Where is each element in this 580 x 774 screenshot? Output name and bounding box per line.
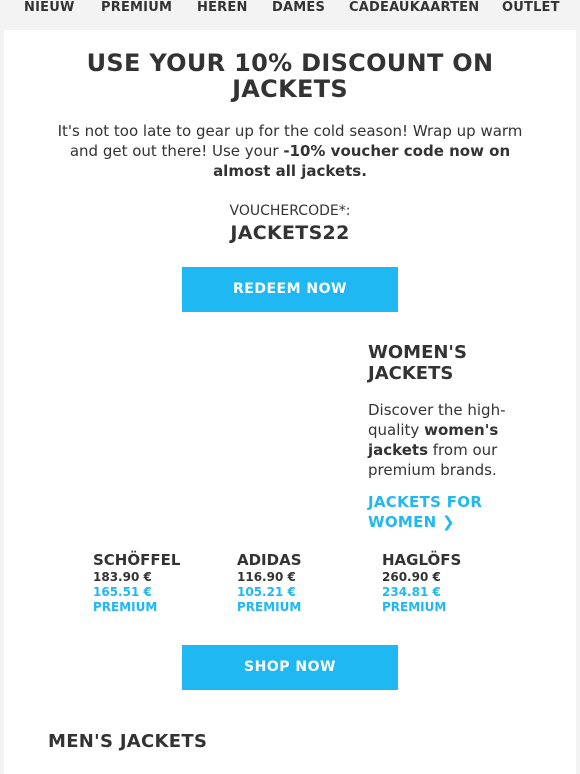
voucher-label: VOUCHERCODE*: bbox=[229, 203, 351, 219]
product-price: 116.90 € bbox=[237, 570, 296, 584]
nav-item-cadeaukaarten[interactable]: CADEAUKAARTEN bbox=[349, 0, 480, 15]
hero-title bbox=[4, 50, 576, 102]
hero-intro bbox=[42, 121, 538, 181]
product-brand: SCHÖFFEL bbox=[93, 551, 181, 569]
product-brand: HAGLÖFS bbox=[382, 551, 462, 569]
product-price: 260.90 € bbox=[382, 570, 441, 584]
nav-item-outlet[interactable]: OUTLET bbox=[502, 0, 560, 15]
nav-item-nieuw[interactable]: NIEUW bbox=[24, 0, 75, 15]
product-brand: ADIDAS bbox=[237, 551, 302, 569]
product-card-haglofs[interactable] bbox=[382, 552, 512, 615]
womens-jackets-image[interactable] bbox=[92, 338, 352, 548]
hero-title-line1: USE YOUR 10% DISCOUNT ON bbox=[86, 49, 494, 77]
womens-desc-bold: women's jackets bbox=[368, 421, 499, 459]
shop-now-button[interactable]: SHOP NOW bbox=[182, 645, 398, 690]
product-tag: PREMIUM bbox=[237, 600, 302, 614]
jackets-for-women-link[interactable] bbox=[368, 492, 528, 532]
email-content-card bbox=[4, 30, 576, 774]
intro-bold-text: -10% voucher code now on almost all jackets. bbox=[213, 142, 511, 180]
product-card-adidas[interactable] bbox=[237, 552, 367, 615]
nav-item-premium[interactable]: PREMIUM bbox=[101, 0, 173, 15]
nav-item-dames[interactable]: DAMES bbox=[272, 0, 326, 15]
link-line1: JACKETS FOR bbox=[368, 493, 483, 511]
hero-title-line2: JACKETS bbox=[232, 75, 348, 103]
top-navigation bbox=[0, 0, 580, 30]
voucher-code: JACKETS22 bbox=[230, 222, 350, 244]
womens-desc-pre: Discover the high-quality bbox=[368, 401, 506, 439]
intro-text: It's not too late to gear up for the cold season! Wrap up warm and get out there! Use your bbox=[57, 122, 523, 160]
link-line2: WOMEN ❯ bbox=[368, 513, 455, 531]
product-price: 183.90 € bbox=[93, 570, 152, 584]
product-tag: PREMIUM bbox=[93, 600, 158, 614]
womens-jackets-title bbox=[368, 342, 558, 384]
womens-jackets-description bbox=[368, 400, 518, 480]
product-sale-price: 234.81 € bbox=[382, 585, 441, 599]
product-sale-price: 165.51 € bbox=[93, 585, 152, 599]
product-card-schoffel[interactable] bbox=[93, 552, 223, 615]
womens-title-line1: WOMEN'S bbox=[368, 342, 467, 363]
nav-item-heren[interactable]: HEREN bbox=[197, 0, 248, 15]
womens-desc-post: from our premium brands. bbox=[368, 441, 498, 479]
redeem-now-button[interactable]: REDEEM NOW bbox=[182, 267, 398, 312]
mens-jackets-title: MEN'S JACKETS bbox=[48, 731, 208, 752]
womens-title-line2: JACKETS bbox=[368, 363, 454, 384]
product-sale-price: 105.21 € bbox=[237, 585, 296, 599]
product-tag: PREMIUM bbox=[382, 600, 447, 614]
